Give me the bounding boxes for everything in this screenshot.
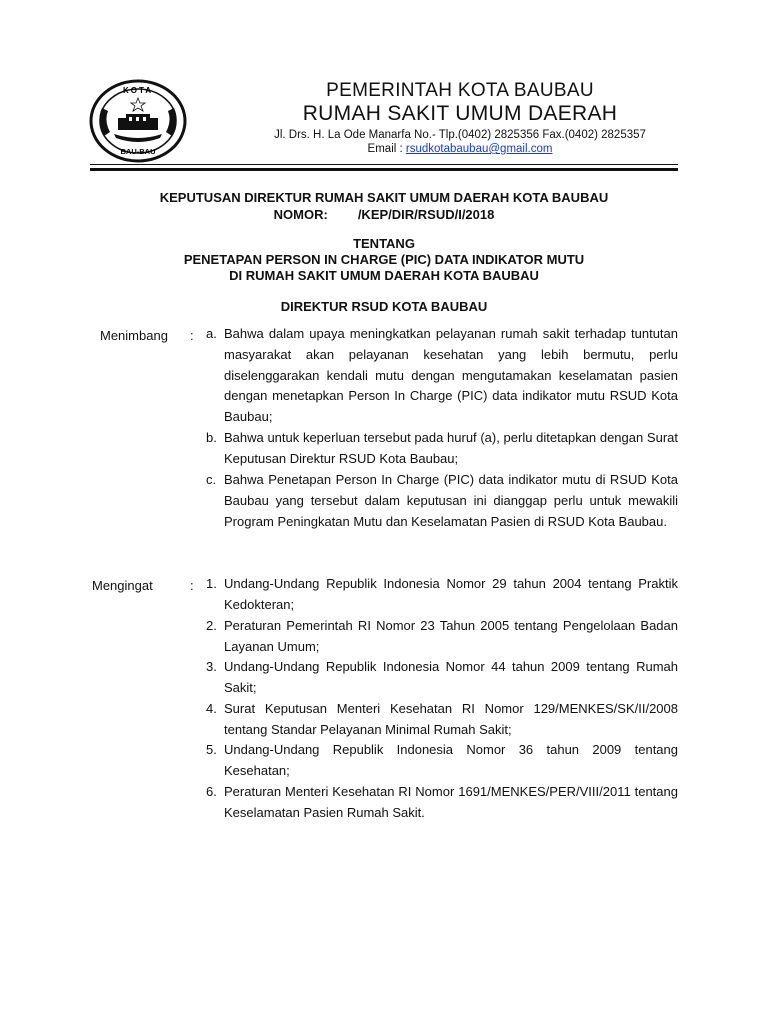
mengingat-item: [206, 574, 678, 616]
menimbang-item: [206, 470, 678, 532]
item-marker: 6.: [206, 784, 217, 799]
logo-text-top: KOTA: [122, 86, 154, 95]
item-marker: 4.: [206, 701, 217, 716]
menimbang-label: Menimbang: [100, 328, 168, 343]
mengingat-item: [206, 740, 678, 782]
item-text: Undang-Undang Republik Indonesia Nomor 36 tahun 2009 tentang Kesehatan;: [224, 742, 678, 778]
item-marker: 5.: [206, 742, 217, 757]
hospital-name: RUMAH SAKIT UMUM DAERAH: [302, 102, 618, 125]
letterhead-divider-thin: [90, 164, 678, 165]
city-emblem-logo: [88, 78, 188, 164]
nomor-label: NOMOR:: [273, 207, 328, 222]
item-marker: a.: [206, 326, 217, 341]
mengingat-item: [206, 782, 678, 824]
mengingat-colon: :: [190, 578, 194, 593]
nomor-value: /KEP/DIR/RSUD/I/2018: [357, 207, 495, 222]
item-text: Bahwa Penetapan Person In Charge (PIC) data indikator mutu di RSUD Kota Baubau yang tersebut dalam keputusan ini dianggap perlu untuk mewakili Program Peningkatan Mutu dan Keselamatan Pasien di RSUD Kota Baubau.: [224, 472, 678, 529]
tentang-heading: TENTANG: [353, 236, 415, 251]
menimbang-colon: :: [190, 328, 194, 343]
item-text: Undang-Undang Republik Indonesia Nomor 44 tahun 2009 tentang Rumah Sakit;: [224, 659, 678, 695]
mengingat-item: [206, 657, 678, 699]
menimbang-item: [206, 324, 678, 428]
item-text: Bahwa dalam upaya meningkatkan pelayanan rumah sakit terhadap tuntutan masyarakat akan pelayanan kesehatan yang lebih bermutu, perlu diselenggarakan kendali mutu dengan mengutamakan keselamatan pasien dengan menetapkan Person In Charge (PIC) data indikator mutu RSUD Kota Baubau;: [224, 326, 678, 425]
subject-line-2: DI RUMAH SAKIT UMUM DAERAH KOTA BAUBAU: [229, 268, 539, 283]
item-marker: b.: [206, 430, 217, 445]
item-text: Bahwa untuk keperluan tersebut pada huruf (a), perlu ditetapkan dengan Surat Keputusan Direktur RSUD Kota Baubau;: [224, 430, 678, 466]
logo-text-bottom: BAU-BAU: [120, 147, 156, 156]
hospital-address: Jl. Drs. H. La Ode Manarfa No.- Tlp.(0402) 2825356 Fax.(0402) 2825357: [274, 129, 646, 141]
mengingat-item: [206, 616, 678, 658]
letterhead: [230, 80, 690, 156]
item-text: Peraturan Pemerintah RI Nomor 23 Tahun 2005 tentang Pengelolaan Badan Layanan Umum;: [224, 618, 678, 654]
item-marker: 3.: [206, 659, 217, 674]
menimbang-item: [206, 428, 678, 470]
decree-number: [90, 207, 678, 222]
mengingat-label: Mengingat: [92, 578, 153, 593]
item-text: Undang-Undang Republik Indonesia Nomor 29 tahun 2004 tentang Praktik Kedokteran;: [224, 576, 678, 612]
director-heading: DIREKTUR RSUD KOTA BAUBAU: [280, 299, 488, 314]
item-marker: 1.: [206, 576, 217, 591]
item-marker: 2.: [206, 618, 217, 633]
item-text: Peraturan Menteri Kesehatan RI Nomor 1691/MENKES/PER/VIII/2011 tentang Keselamatan Pasien Rumah Sakit.: [224, 784, 678, 820]
item-marker: c.: [206, 472, 217, 487]
email-line: [230, 142, 690, 156]
subject-line-1: PENETAPAN PERSON IN CHARGE (PIC) DATA INDIKATOR MUTU: [183, 252, 585, 267]
email-label: Email :: [367, 143, 406, 155]
item-text: Surat Keputusan Menteri Kesehatan RI Nomor 129/MENKES/SK/II/2008 tentang Standar Pelayanan Minimal Rumah Sakit;: [224, 701, 678, 737]
mengingat-item: [206, 699, 678, 741]
letterhead-divider-thick: [90, 168, 678, 171]
decree-title: KEPUTUSAN DIREKTUR RUMAH SAKIT UMUM DAERAH KOTA BAUBAU: [159, 190, 609, 205]
government-name: PEMERINTAH KOTA BAUBAU: [326, 80, 594, 101]
email-link[interactable]: rsudkotabaubau@gmail.com: [405, 143, 553, 155]
